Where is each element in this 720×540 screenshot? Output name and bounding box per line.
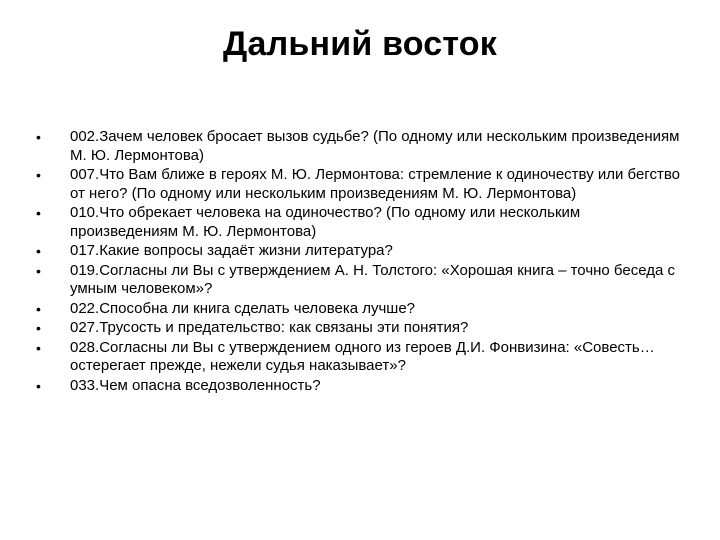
- bullet-icon: •: [36, 205, 41, 221]
- bullet-icon: •: [36, 320, 41, 336]
- list-item-text: 019.Согласны ли Вы с утверждением А. Н. Толстого: «Хорошая книга – точно беседа с умным человеком»?: [70, 261, 675, 297]
- topic-list: [36, 128, 686, 396]
- bullet-icon: •: [36, 262, 41, 279]
- bullet-icon: •: [36, 129, 41, 145]
- list-item-text: 007.Что Вам ближе в героях М. Ю. Лермонтова: стремление к одиночеству или бегство от него? (По одному или нескольким произведениям М. Ю. Лермонтова): [70, 166, 680, 202]
- list-item: [36, 166, 686, 203]
- list-item: [36, 242, 686, 261]
- list-item-text: 002.Зачем человек бросает вызов судьбе? (По одному или нескольким произведениям М. Ю. Лермонтова): [70, 128, 680, 164]
- list-item-text: 027.Трусость и предательство: как связаны эти понятия?: [70, 319, 469, 336]
- slide-title: Дальний восток: [223, 25, 497, 63]
- list-item-text: 028.Согласны ли Вы с утверждением одного из героев Д.И. Фонвизина: «Совесть… остерегает прежде, нежели судья наказывает»?: [70, 338, 655, 374]
- bullet-icon: •: [36, 377, 41, 394]
- list-item: [36, 128, 686, 165]
- list-item: [36, 339, 686, 376]
- list-item-text: 010.Что обрекает человека на одиночество? (По одному или нескольким произведениям М. Ю. Лермонтова): [70, 204, 581, 240]
- list-item: [36, 377, 686, 396]
- bullet-icon: •: [36, 339, 41, 356]
- list-item: [36, 204, 686, 241]
- list-item-text: 017.Какие вопросы задаёт жизни литература?: [70, 242, 393, 259]
- list-item-text: 033.Чем опасна вседозволенность?: [70, 376, 321, 394]
- list-item-text: 022.Способна ли книга сделать человека лучше?: [70, 299, 416, 317]
- list-item: [36, 262, 686, 299]
- bullet-icon: •: [36, 300, 41, 317]
- list-item: [36, 319, 686, 338]
- list-item: [36, 300, 686, 319]
- bullet-icon: •: [36, 243, 41, 259]
- bullet-icon: •: [36, 167, 41, 183]
